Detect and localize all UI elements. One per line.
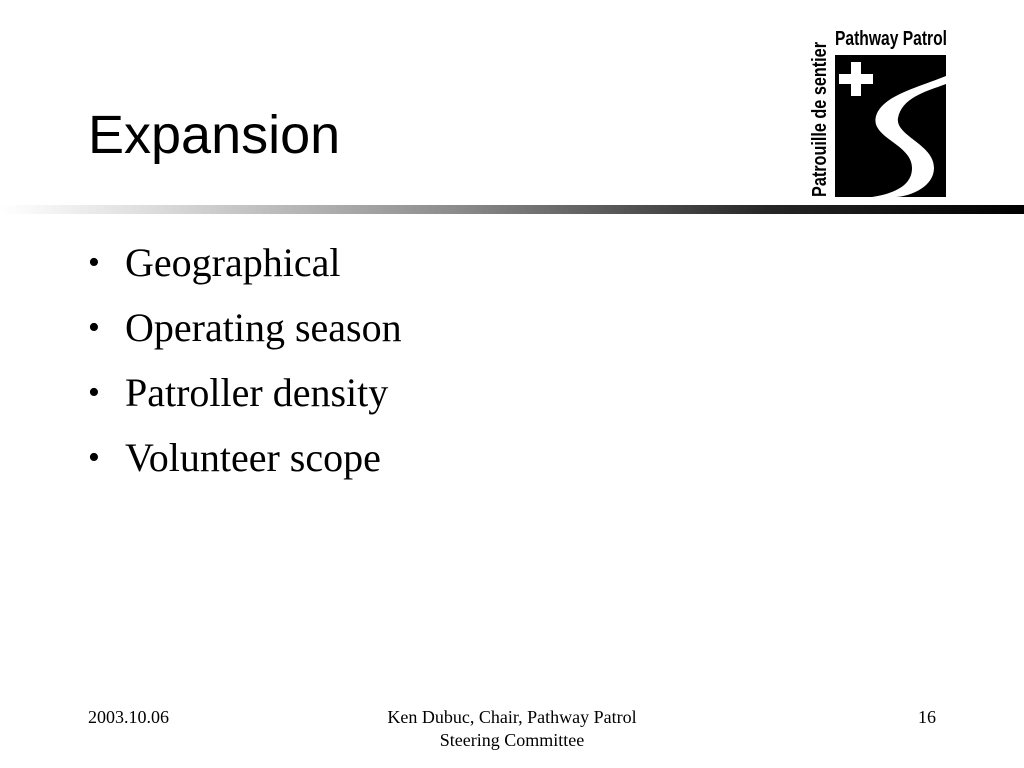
bullet-item [88, 230, 402, 295]
footer-presenter-line2: Steering Committee [439, 730, 585, 750]
bullet-text: Operating season [125, 305, 402, 350]
slide-title: Expansion [88, 105, 341, 165]
bullet-text: Patroller density [125, 370, 389, 415]
title-divider [0, 205, 1024, 214]
logo-side-text: Patrouille de sentier [809, 5, 831, 197]
bullet-item [88, 295, 402, 360]
footer-presenter [332, 706, 692, 752]
bullet-dot: • [88, 244, 100, 281]
bullet-text: Geographical [125, 240, 341, 285]
bullet-item [88, 360, 402, 425]
logo-top-text: Pathway Patrol [835, 28, 947, 50]
pathway-patrol-logo [800, 5, 950, 200]
footer-presenter-line1: Ken Dubuc, Chair, Pathway Patrol [387, 707, 637, 727]
bullet-list [88, 230, 402, 490]
bullet-item [88, 425, 402, 490]
bullet-dot: • [88, 309, 100, 346]
bullet-dot: • [88, 374, 100, 411]
footer-page-number: 16 [918, 707, 936, 727]
bullet-dot: • [88, 439, 100, 476]
footer-date: 2003.10.06 [88, 707, 169, 727]
bullet-text: Volunteer scope [125, 435, 381, 480]
